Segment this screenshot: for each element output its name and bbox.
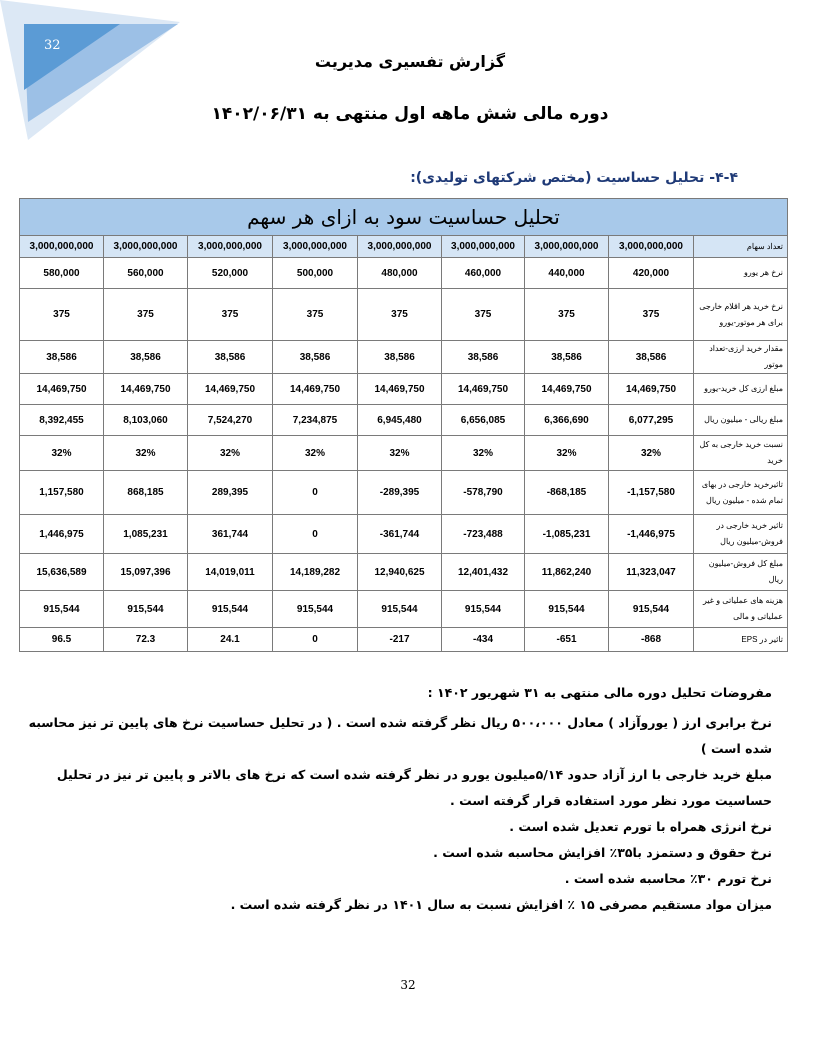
table-cell: 420,000 xyxy=(609,258,694,289)
table-cell: 32% xyxy=(104,436,188,471)
assumption-item: نرخ حقوق و دستمزد با۳۵٪ افزایش محاسبه شده است . xyxy=(433,845,772,860)
table-cell: 96.5 xyxy=(20,628,104,652)
table-cell: 915,544 xyxy=(273,591,358,628)
table-cell: 15,097,396 xyxy=(104,554,188,591)
table-cell: -651 xyxy=(525,628,609,652)
table-cell: 375 xyxy=(442,289,525,341)
table-cell: 915,544 xyxy=(20,591,104,628)
assumption-item: مبلغ خرید خارجی با ارز آزاد حدود ۵/۱۴میلیون یورو در نظر گرفته شده است که نرخ های بالاتر و پایین تر نیز در تحلیل حساسیت مورد نظر مورد استفاده قرار گرفته است . xyxy=(56,767,772,808)
table-cell: 500,000 xyxy=(273,258,358,289)
table-row xyxy=(20,341,788,374)
table-cell: 14,019,011 xyxy=(188,554,273,591)
table-row xyxy=(20,236,788,258)
table-row xyxy=(20,515,788,554)
table-cell: 375 xyxy=(188,289,273,341)
table-cell: 3,000,000,000 xyxy=(104,236,188,258)
assumption-item: نرخ تورم ۳۰٪ محاسبه شده است . xyxy=(564,871,772,886)
section-heading: ۴-۴- تحلیل حساسیت (مختص شرکتهای تولیدی): xyxy=(410,170,738,186)
table-title-row xyxy=(20,199,788,236)
table-cell: 12,401,432 xyxy=(442,554,525,591)
table-cell: -723,488 xyxy=(442,515,525,554)
footer-page-number: 32 xyxy=(400,978,416,992)
table-cell: 8,392,455 xyxy=(20,405,104,436)
table-cell: 580,000 xyxy=(20,258,104,289)
table-cell: 11,862,240 xyxy=(525,554,609,591)
table-row xyxy=(20,591,788,628)
table-cell: 7,234,875 xyxy=(273,405,358,436)
table-cell: 38,586 xyxy=(609,341,694,374)
table-cell: 6,656,085 xyxy=(442,405,525,436)
table-cell: 560,000 xyxy=(104,258,188,289)
assumption-item: میزان مواد مستقیم مصرفی ۱۵ ٪ افزایش نسبت به سال ۱۴۰۱ در نظر گرفته شده است . xyxy=(230,897,772,912)
table-cell: 375 xyxy=(358,289,442,341)
table-cell: 3,000,000,000 xyxy=(20,236,104,258)
table-cell: 915,544 xyxy=(525,591,609,628)
table-cell: 375 xyxy=(104,289,188,341)
table-cell: 14,469,750 xyxy=(273,374,358,405)
report-title: گزارش تفسیری مدیریت xyxy=(314,52,506,71)
table-cell: 915,544 xyxy=(358,591,442,628)
table-cell: 3,000,000,000 xyxy=(525,236,609,258)
row-label: نسبت خرید خارجی به کل خرید xyxy=(694,436,788,471)
table-title: تحلیل حساسیت سود به ازای هر سهم xyxy=(20,199,788,236)
table-cell: 3,000,000,000 xyxy=(273,236,358,258)
table-cell: 375 xyxy=(609,289,694,341)
table-cell: 520,000 xyxy=(188,258,273,289)
table-cell: 440,000 xyxy=(525,258,609,289)
table-row xyxy=(20,374,788,405)
table-row xyxy=(20,628,788,652)
row-label: مبلغ ارزی کل خرید-یورو xyxy=(694,374,788,405)
table-cell: 915,544 xyxy=(104,591,188,628)
table-cell: 38,586 xyxy=(104,341,188,374)
table-cell: 289,395 xyxy=(188,471,273,515)
table-cell: 6,077,295 xyxy=(609,405,694,436)
table-cell: 0 xyxy=(273,628,358,652)
table-cell: -868,185 xyxy=(525,471,609,515)
table-row xyxy=(20,258,788,289)
table-cell: 361,744 xyxy=(188,515,273,554)
table-cell: 1,446,975 xyxy=(20,515,104,554)
table-cell: 14,469,750 xyxy=(188,374,273,405)
header-page-number: 32 xyxy=(44,38,61,53)
table-cell: 32% xyxy=(358,436,442,471)
table-cell: 915,544 xyxy=(188,591,273,628)
table-cell: 0 xyxy=(273,515,358,554)
table-cell: 14,469,750 xyxy=(442,374,525,405)
table-cell: 8,103,060 xyxy=(104,405,188,436)
table-cell: -434 xyxy=(442,628,525,652)
table-cell: 1,157,580 xyxy=(20,471,104,515)
row-label: مبلغ ریالی - میلیون ریال xyxy=(694,405,788,436)
row-label: تعداد سهام xyxy=(694,236,788,258)
table-cell: 1,085,231 xyxy=(104,515,188,554)
table-cell: -1,446,975 xyxy=(609,515,694,554)
table-cell: 3,000,000,000 xyxy=(358,236,442,258)
table-row xyxy=(20,436,788,471)
table-cell: -361,744 xyxy=(358,515,442,554)
table-cell: -1,085,231 xyxy=(525,515,609,554)
table-cell: -217 xyxy=(358,628,442,652)
assumption-item: نرخ انرژی همراه با تورم تعدیل شده است . xyxy=(509,819,772,834)
assumptions-list xyxy=(20,710,772,918)
table-cell: 24.1 xyxy=(188,628,273,652)
period-title: دوره مالی شش ماهه اول منتهی به ۱۴۰۲/۰۶/۳۱ xyxy=(211,104,609,124)
corner-decoration xyxy=(0,0,200,140)
table-cell: 12,940,625 xyxy=(358,554,442,591)
table-cell: 38,586 xyxy=(188,341,273,374)
table-cell: 375 xyxy=(273,289,358,341)
table-cell: 6,366,690 xyxy=(525,405,609,436)
table-row xyxy=(20,471,788,515)
table-cell: -578,790 xyxy=(442,471,525,515)
row-label: هزینه های عملیاتی و غیر عملیاتی و مالی xyxy=(694,591,788,628)
table-cell: 915,544 xyxy=(609,591,694,628)
row-label: مقدار خرید ارزی-تعداد موتور xyxy=(694,341,788,374)
table-cell: 375 xyxy=(525,289,609,341)
assumptions-heading: مفروضات تحلیل دوره مالی منتهی به ۳۱ شهریور ۱۴۰۲ : xyxy=(427,685,772,700)
sensitivity-table xyxy=(19,198,788,652)
assumption-item: نرخ برابری ارز ( یوروآزاد ) معادل ۵۰۰،۰۰۰ ریال نظر گرفته شده است . ( در تحلیل حساسیت نرخ های پایین تر نیز محاسبه شده است ) xyxy=(28,715,772,756)
row-label: تاثیرخرید خارجی در بهای تمام شده - میلیون ریال xyxy=(694,471,788,515)
row-label: تاثیر در EPS xyxy=(694,628,788,652)
table-cell: 3,000,000,000 xyxy=(442,236,525,258)
table-cell: 38,586 xyxy=(358,341,442,374)
table-cell: 72.3 xyxy=(104,628,188,652)
table-cell: 32% xyxy=(273,436,358,471)
table-cell: 11,323,047 xyxy=(609,554,694,591)
row-label: مبلغ کل فروش-میلیون ریال xyxy=(694,554,788,591)
row-label: نرخ خرید هر اقلام خارجی برای هر موتور-یورو xyxy=(694,289,788,341)
table-cell: -1,157,580 xyxy=(609,471,694,515)
table-cell: 14,469,750 xyxy=(609,374,694,405)
table-cell: 14,469,750 xyxy=(525,374,609,405)
table-cell: 32% xyxy=(442,436,525,471)
table-row xyxy=(20,405,788,436)
table-cell: 0 xyxy=(273,471,358,515)
table-cell: 480,000 xyxy=(358,258,442,289)
table-cell: 375 xyxy=(20,289,104,341)
table-cell: 32% xyxy=(525,436,609,471)
table-cell: 38,586 xyxy=(525,341,609,374)
table-cell: 460,000 xyxy=(442,258,525,289)
table-cell: 32% xyxy=(609,436,694,471)
table-cell: 15,636,589 xyxy=(20,554,104,591)
table-row xyxy=(20,289,788,341)
table-cell: 38,586 xyxy=(273,341,358,374)
table-cell: 6,945,480 xyxy=(358,405,442,436)
table-cell: -868 xyxy=(609,628,694,652)
table-cell: 7,524,270 xyxy=(188,405,273,436)
row-label: نرخ هر یورو xyxy=(694,258,788,289)
table-cell: 38,586 xyxy=(442,341,525,374)
table-cell: -289,395 xyxy=(358,471,442,515)
table-cell: 3,000,000,000 xyxy=(188,236,273,258)
table-cell: 915,544 xyxy=(442,591,525,628)
table-cell: 14,469,750 xyxy=(20,374,104,405)
table-cell: 14,189,282 xyxy=(273,554,358,591)
table-cell: 32% xyxy=(188,436,273,471)
table-cell: 32% xyxy=(20,436,104,471)
table-cell: 38,586 xyxy=(20,341,104,374)
table-cell: 3,000,000,000 xyxy=(609,236,694,258)
table-row xyxy=(20,554,788,591)
table-cell: 868,185 xyxy=(104,471,188,515)
row-label: تاثیر خرید خارجی در فروش-میلیون ریال xyxy=(694,515,788,554)
table-cell: 14,469,750 xyxy=(104,374,188,405)
table-cell: 14,469,750 xyxy=(358,374,442,405)
assumptions xyxy=(20,680,772,918)
